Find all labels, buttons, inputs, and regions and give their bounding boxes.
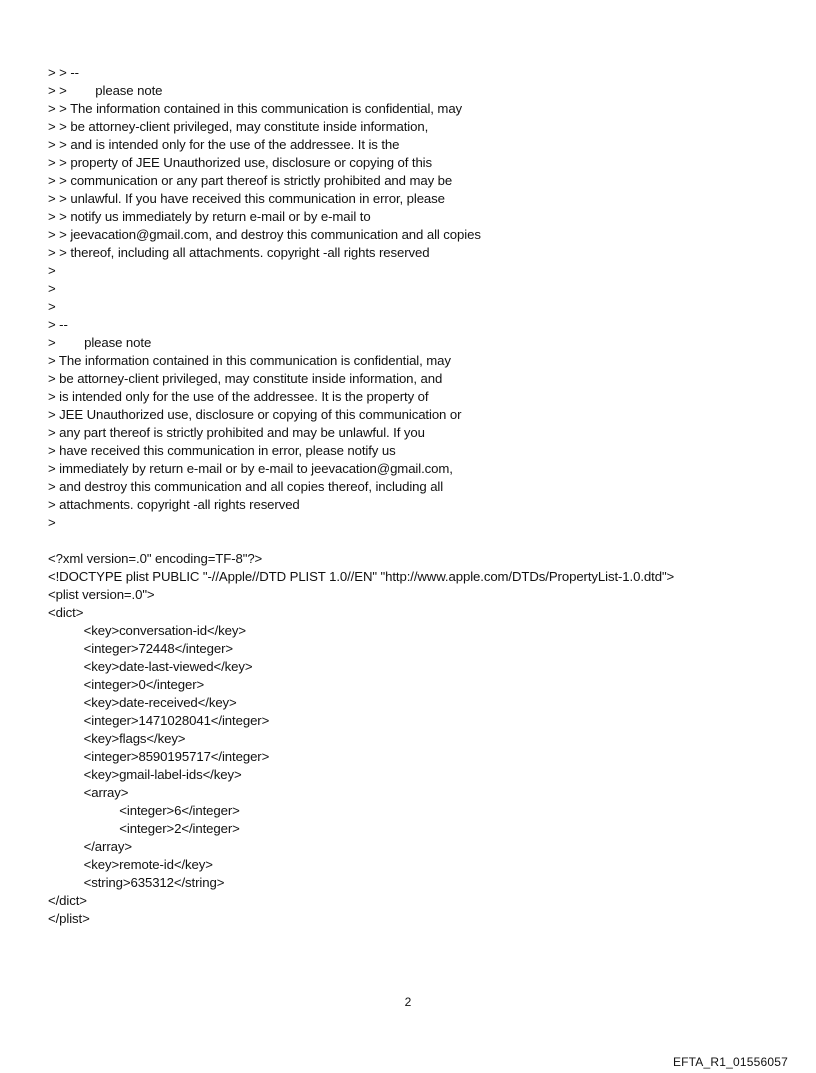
text-line: > > be attorney-client privileged, may constitute inside information, <box>48 119 429 134</box>
text-line: > The information contained in this communication is confidential, may <box>48 353 451 368</box>
text-line: <key>date-received</key> <box>48 695 237 710</box>
text-line: > <box>48 299 56 314</box>
text-line: <!DOCTYPE plist PUBLIC "-//Apple//DTD PLIST 1.0//EN" "http://www.apple.com/DTDs/PropertyList-1.0.dtd"> <box>48 569 675 584</box>
text-line: > attachments. copyright -all rights reserved <box>48 497 300 512</box>
text-line: > > communication or any part thereof is strictly prohibited and may be <box>48 173 453 188</box>
text-line: > > please note <box>48 83 163 98</box>
text-line: > > -- <box>48 65 79 80</box>
text-line: > > thereof, including all attachments. copyright -all rights reserved <box>48 245 430 260</box>
text-line: > <box>48 263 56 278</box>
text-line: > > property of JEE Unauthorized use, disclosure or copying of this <box>48 155 433 170</box>
text-line: > please note <box>48 335 152 350</box>
text-line: </plist> <box>48 911 90 926</box>
text-line: <key>remote-id</key> <box>48 857 213 872</box>
text-line: > any part thereof is strictly prohibited and may be unlawful. If you <box>48 425 425 440</box>
text-line: > > jeevacation@gmail.com, and destroy this communication and all copies <box>48 227 481 242</box>
text-line: > JEE Unauthorized use, disclosure or copying of this communication or <box>48 407 462 422</box>
text-line: <key>conversation-id</key> <box>48 623 246 638</box>
text-line: <plist version=.0"> <box>48 587 155 602</box>
text-line: <integer>1471028041</integer> <box>48 713 270 728</box>
text-line: <?xml version=.0" encoding=TF-8"?> <box>48 551 263 566</box>
text-line: > immediately by return e-mail or by e-mail to jeevacation@gmail.com, <box>48 461 453 476</box>
document-body <box>48 64 788 928</box>
text-line: > have received this communication in error, please notify us <box>48 443 396 458</box>
text-line: > > notify us immediately by return e-mail or by e-mail to <box>48 209 371 224</box>
text-line <box>48 532 788 550</box>
text-line: <integer>6</integer> <box>48 803 240 818</box>
text-line: > be attorney-client privileged, may constitute inside information, and <box>48 371 443 386</box>
document-id: EFTA_R1_01556057 <box>672 1055 788 1069</box>
text-line: > > and is intended only for the use of the addressee. It is the <box>48 137 400 152</box>
text-line: <integer>2</integer> <box>48 821 240 836</box>
text-line: <key>gmail-label-ids</key> <box>48 767 242 782</box>
text-line: <integer>8590195717</integer> <box>48 749 270 764</box>
text-line: > and destroy this communication and all copies thereof, including all <box>48 479 444 494</box>
text-line: > -- <box>48 317 68 332</box>
text-line: <key>flags</key> <box>48 731 186 746</box>
text-line: <dict> <box>48 605 84 620</box>
text-line: > <box>48 281 56 296</box>
text-line: </dict> <box>48 893 87 908</box>
text-line: > > The information contained in this communication is confidential, may <box>48 101 463 116</box>
text-line: > <box>48 515 56 530</box>
text-line: > > unlawful. If you have received this communication in error, please <box>48 191 445 206</box>
text-line: <key>date-last-viewed</key> <box>48 659 253 674</box>
page-number: 2 <box>404 995 412 1009</box>
text-line: <string>635312</string> <box>48 875 225 890</box>
text-line: <array> <box>48 785 129 800</box>
text-line: </array> <box>48 839 132 854</box>
text-line: <integer>0</integer> <box>48 677 205 692</box>
text-line: > is intended only for the use of the addressee. It is the property of <box>48 389 429 404</box>
text-line: <integer>72448</integer> <box>48 641 234 656</box>
